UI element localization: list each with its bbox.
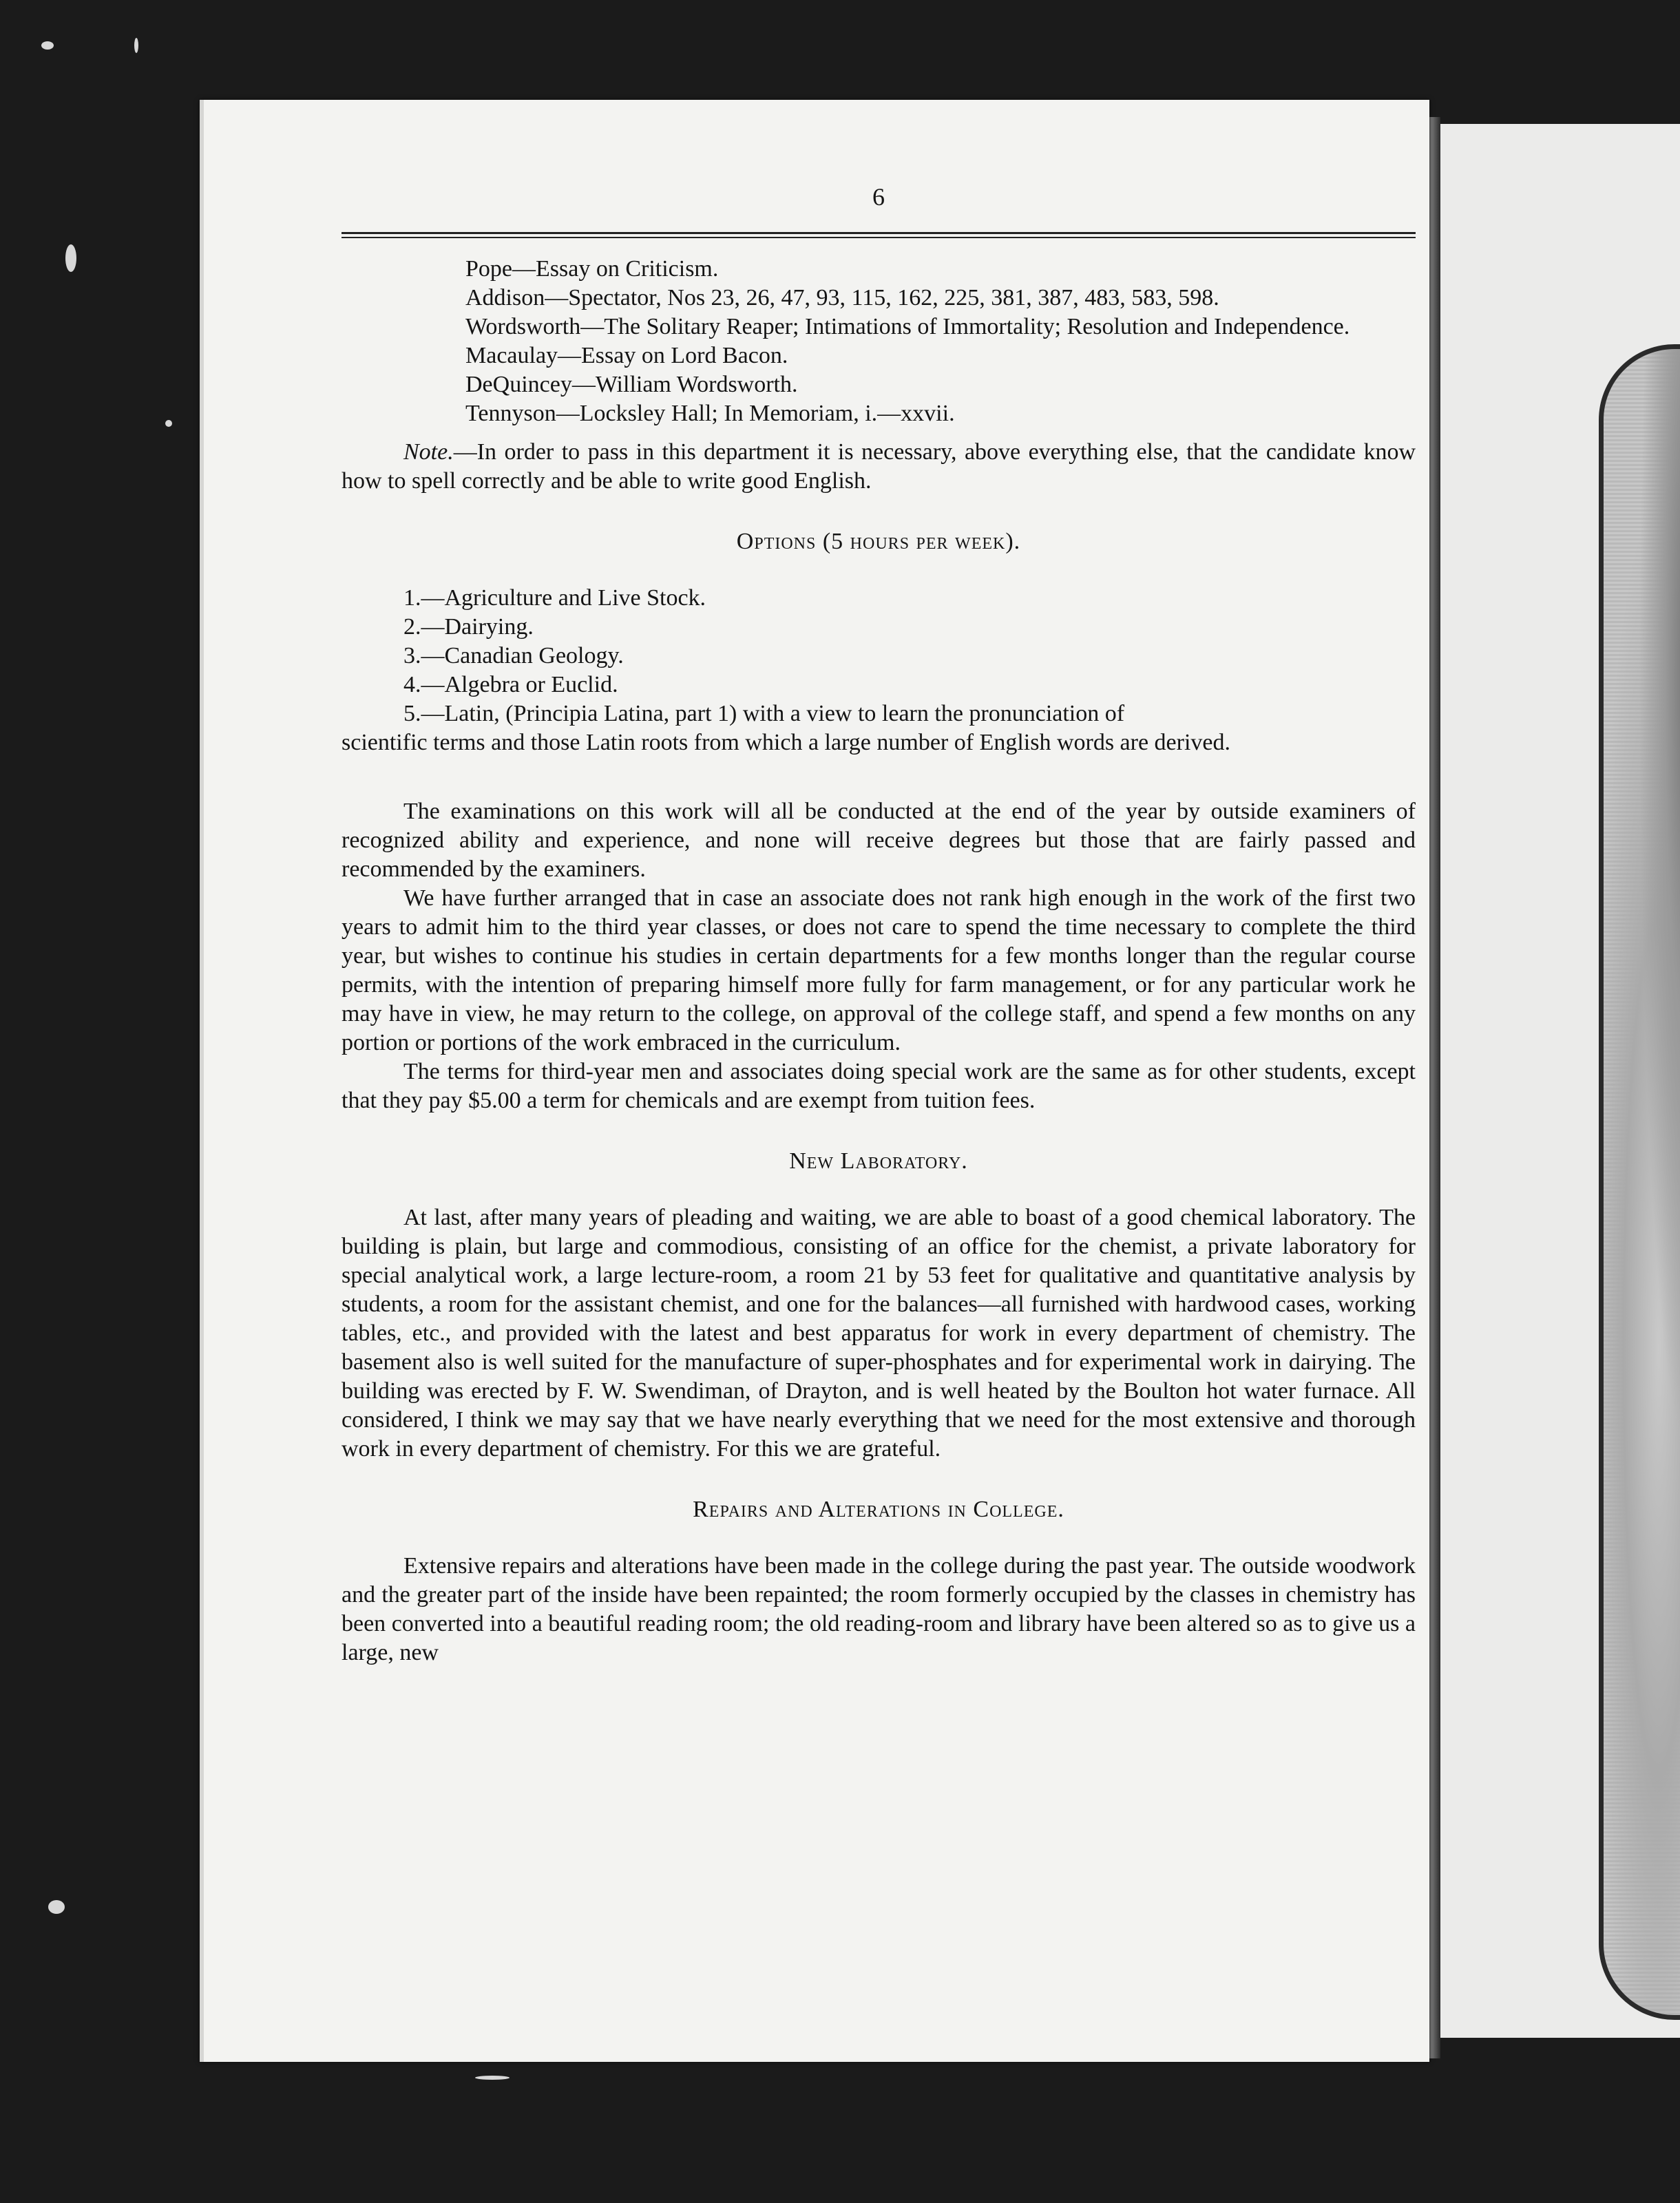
option-item-continued: scientific terms and those Latin roots from which a large number of English words are derived. — [342, 730, 1231, 755]
note-text: —In order to pass in this department it is necessary, above everything else, that the candidate know how to spell correctly and be able to write good English. — [342, 439, 1416, 494]
option-item: 3.—Canadian Geology. — [403, 643, 624, 668]
note-label: Note. — [403, 439, 454, 465]
option-item: 2.—Dairying. — [403, 614, 534, 640]
reading-list-item: Macaulay—Essay on Lord Bacon. — [465, 343, 788, 368]
options-list — [342, 584, 1416, 728]
option-item: 4.—Algebra or Euclid. — [403, 672, 618, 697]
adjacent-page-illustration — [1599, 344, 1680, 2020]
repairs-heading: Repairs and Alterations in College. — [693, 1497, 1064, 1522]
reading-list-item: Tennyson—Locksley Hall; In Memoriam, i.—xxvii. — [465, 401, 955, 426]
reading-list-item: Pope—Essay on Criticism. — [465, 256, 719, 282]
document-page — [200, 100, 1429, 2062]
header-rule — [342, 232, 1416, 238]
body-paragraph-associates: We have further arranged that in case an associate does not rank high enough in the work of the first two years to admit him to the third year classes, or does not care to spend the time necessary to complete the third year, but wishes to continue his studies in certain departments for a few months longer than the regular course permits, with the intention of preparing himself more fully for farm management, or for any particular work he may have in view, he may return to the college, on approval of the college staff, and spend a few months on any portion or portions of the work embraced in the curriculum. — [342, 885, 1416, 1055]
reading-list — [342, 255, 1416, 428]
note-paragraph — [342, 438, 1416, 496]
page-number: 6 — [872, 183, 885, 211]
body-paragraph-repairs: Extensive repairs and alterations have been made in the college during the past year. The outside woodwork and the greater part of the inside have been repainted; the room formerly occupied by the classes in chemistry has been converted into a beautiful reading room; the old reading-room and library have been altered so as to give us a large, new — [342, 1553, 1416, 1665]
adjacent-page — [1440, 124, 1680, 2038]
option-item: 1.—Agriculture and Live Stock. — [403, 585, 706, 611]
laboratory-heading: New Laboratory. — [789, 1148, 968, 1174]
reading-list-item: Wordsworth—The Solitary Reaper; Intimations of Immortality; Resolution and Independence. — [465, 314, 1350, 339]
reading-list-item: DeQuincey—William Wordsworth. — [465, 372, 798, 397]
option-item: 5.—Latin, (Principia Latina, part 1) with a view to learn the pronunciation of — [403, 701, 1125, 726]
options-heading: Options (5 hours per week). — [736, 529, 1021, 554]
body-paragraph-laboratory: At last, after many years of pleading and waiting, we are able to boast of a good chemical laboratory. The building is plain, but large and commodious, consisting of an office for the chemist, a private laboratory for special analytical work, a large lecture-room, a room 21 by 53 feet for qualitative and quantitative analysis by students, a room for the assistant chemist, and one for the balances—all furnished with hardwood cases, working tables, etc., and provided with the latest and best apparatus for work in every department of chemistry. The basement also is well suited for the manufacture of super-phosphates and for experimental work in dairying. The building was erected by F. W. Swendiman, of Drayton, and is well heated by the Boulton hot water furnace. All considered, I think we may say that we have nearly everything that we need for the most extensive and thorough work in every department of chemistry. For this we are grateful. — [342, 1205, 1416, 1462]
body-paragraph-terms: The terms for third-year men and associates doing special work are the same as for other students, except that they pay $5.00 a term for chemicals and are exempt from tuition fees. — [342, 1059, 1416, 1113]
page-content — [342, 182, 1416, 1667]
body-paragraph-examinations: The examinations on this work will all be conducted at the end of the year by outside examiners of recognized ability and experience, and none will receive degrees but those that are fairly passed and recommended by the examiners. — [342, 799, 1416, 882]
reading-list-item: Addison—Spectator, Nos 23, 26, 47, 93, 115, 162, 225, 381, 387, 483, 583, 598. — [465, 285, 1219, 310]
